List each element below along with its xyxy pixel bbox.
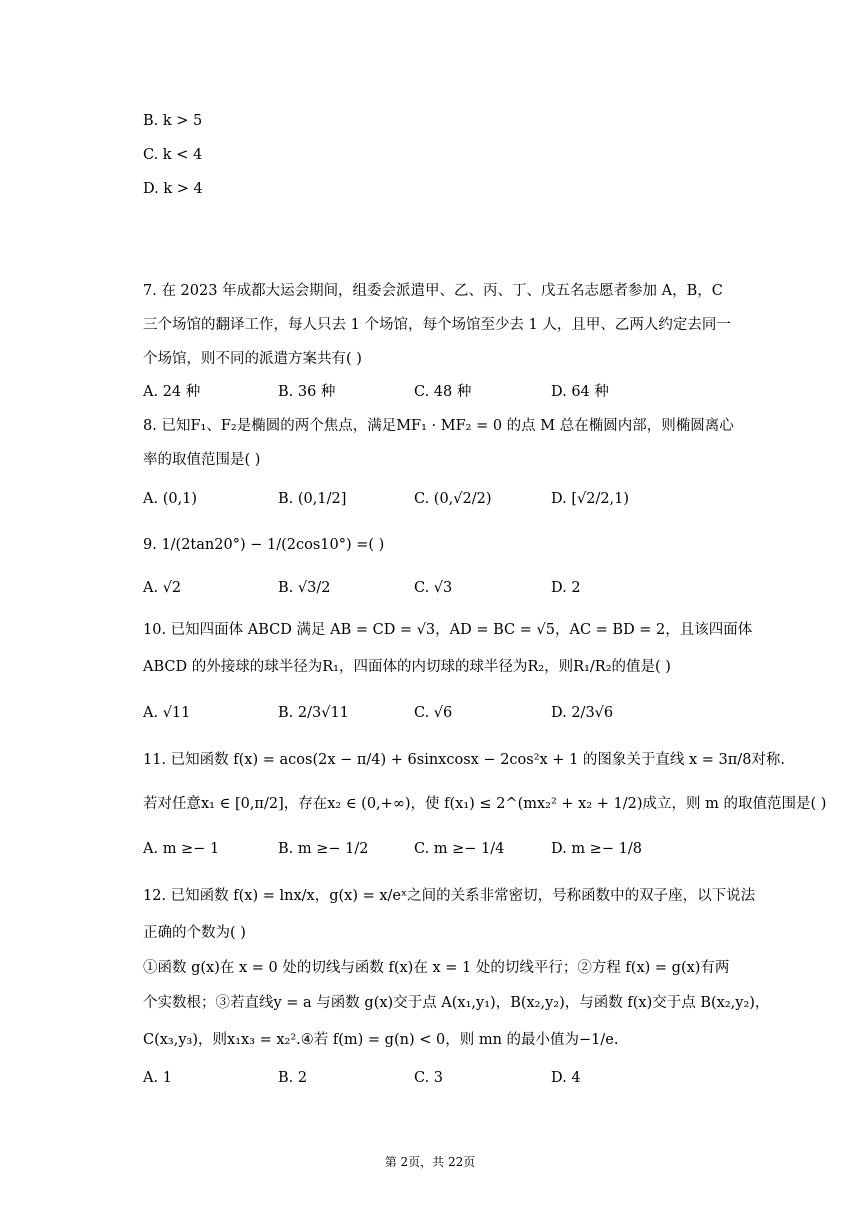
q9-option-a: A. √2 xyxy=(143,580,182,596)
q11-option-d: D. m ≥− 1/8 xyxy=(551,841,642,857)
page-footer: 第 2页，共 22页 xyxy=(384,1155,476,1169)
q8-option-c: C. (0,√2/2) xyxy=(414,491,492,507)
q9-option-b: B. √3/2 xyxy=(278,580,331,596)
q8-options xyxy=(143,489,743,509)
prev-option-b: B. k > 5 xyxy=(143,113,203,129)
q7-option-c: C. 48 种 xyxy=(414,384,472,400)
q12-option-b: B. 2 xyxy=(278,1070,308,1086)
q12-line5: C(x₃,y₃)，则x₁x₃ = x₂².④若 f(m) = g(n) < 0，则 mn 的最小值为−1/e. xyxy=(143,1032,619,1048)
q7-option-d: D. 64 种 xyxy=(551,384,609,400)
q9-option-c: C. √3 xyxy=(414,580,453,596)
q7-option-b: B. 36 种 xyxy=(278,384,336,400)
q12-options xyxy=(143,1068,743,1088)
q11-line1: 11. 已知函数 f(x) = acos(2x − π/4) + 6sinxcosx − 2cos²x + 1 的图象关于直线 x = 3π/8对称. xyxy=(143,752,786,768)
q10-options xyxy=(143,703,743,723)
q7-line3: 个场馆，则不同的派遣方案共有( ) xyxy=(143,351,362,367)
q9-line1: 9. 1/(2tan20°) − 1/(2cos10°) =( ) xyxy=(143,537,385,553)
q8-option-b: B. (0,1/2] xyxy=(278,491,347,507)
q12-option-d: D. 4 xyxy=(551,1070,581,1086)
q7-line2: 三个场馆的翻译工作，每人只去 1 个场馆，每个场馆至少去 1 人，且甲、乙两人约定去同一 xyxy=(143,317,731,333)
q12-line2: 正确的个数为( ) xyxy=(143,925,246,941)
q12-line4: 个实数根；③若直线y = a 与函数 g(x)交于点 A(x₁,y₁)，B(x₂,y₂)，与函数 f(x)交于点 B(x₂,y₂)， xyxy=(143,995,770,1011)
q7-option-a: A. 24 种 xyxy=(143,384,201,400)
q11-line2: 若对任意x₁ ∈ [0,π/2]，存在x₂ ∈ (0,+∞)，使 f(x₁) ≤ 2^(mx₂² + x₂ + 1/2)成立，则 m 的取值范围是( ) xyxy=(143,796,827,812)
q11-option-b: B. m ≥− 1/2 xyxy=(278,841,369,857)
q11-options xyxy=(143,839,743,859)
q9-option-d: D. 2 xyxy=(551,580,581,596)
q8-line1: 8. 已知F₁、F₂是椭圆的两个焦点，满足MF₁ · MF₂ = 0 的点 M 总在椭圆内部，则椭圆离心 xyxy=(143,418,734,434)
q10-line1: 10. 已知四面体 ABCD 满足 AB = CD = √3，AD = BC = √5，AC = BD = 2，且该四面体 xyxy=(143,622,753,638)
q12-option-a: A. 1 xyxy=(143,1070,172,1086)
q8-option-d: D. [√2/2,1) xyxy=(551,491,630,507)
q11-option-c: C. m ≥− 1/4 xyxy=(414,841,505,857)
q8-option-a: A. (0,1) xyxy=(143,491,198,507)
q12-line3: ①函数 g(x)在 x = 0 处的切线与函数 f(x)在 x = 1 处的切线平行；②方程 f(x) = g(x)有两 xyxy=(143,960,730,976)
q12-line1: 12. 已知函数 f(x) = lnx/x，g(x) = x/eˣ之间的关系非常密切，号称函数中的双子座，以下说法 xyxy=(143,888,756,904)
q10-line2: ABCD 的外接球的球半径为R₁，四面体的内切球的球半径为R₂，则R₁/R₂的值是( ) xyxy=(143,659,671,675)
q8-line2: 率的取值范围是( ) xyxy=(143,452,261,468)
q10-option-c: C. √6 xyxy=(414,705,453,721)
q12-option-c: C. 3 xyxy=(414,1070,444,1086)
q7-options xyxy=(143,382,743,402)
prev-option-c: C. k < 4 xyxy=(143,147,203,163)
q11-option-a: A. m ≥− 1 xyxy=(143,841,220,857)
prev-option-d: D. k > 4 xyxy=(143,181,203,197)
q7-line1: 7. 在 2023 年成都大运会期间，组委会派遣甲、乙、丙、丁、戊五名志愿者参加 A，B，C xyxy=(143,283,723,299)
q10-option-b: B. 2/3√11 xyxy=(278,705,349,721)
q10-option-a: A. √11 xyxy=(143,705,191,721)
q9-options xyxy=(143,578,743,598)
q10-option-d: D. 2/3√6 xyxy=(551,705,614,721)
